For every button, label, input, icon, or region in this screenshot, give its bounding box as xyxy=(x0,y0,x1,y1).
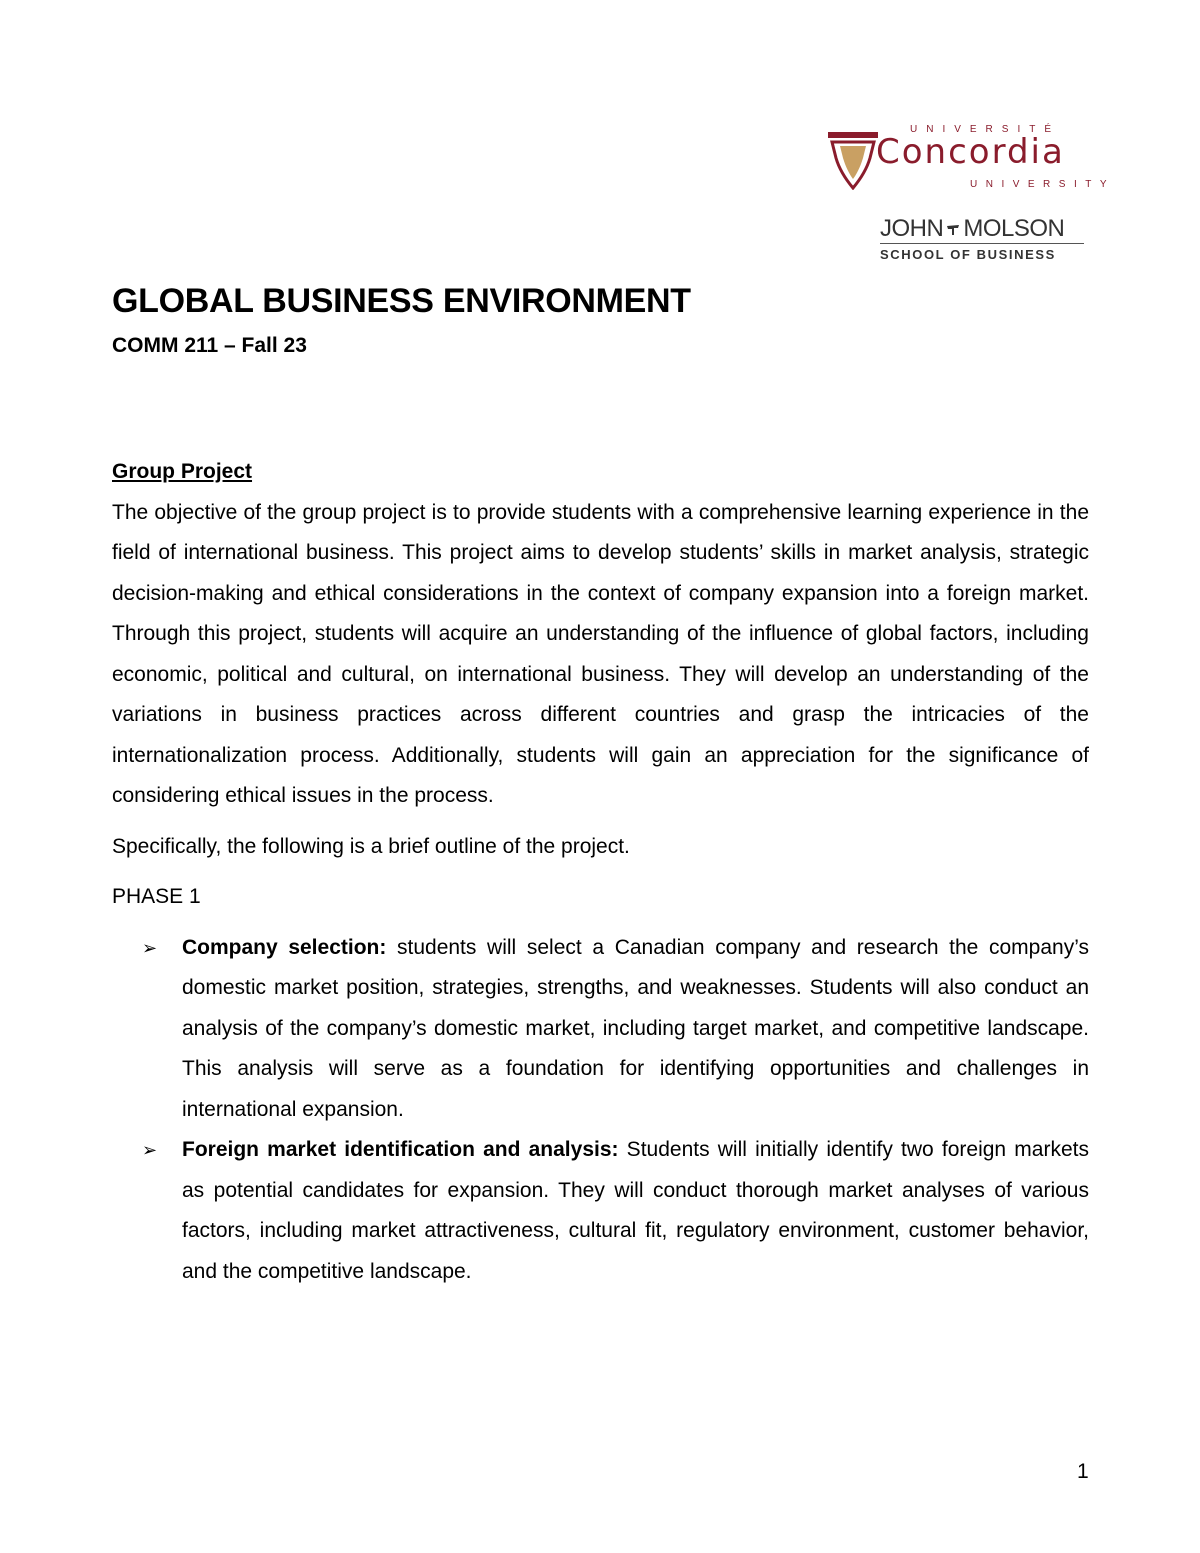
bullet-text: Students will initially identify two foreign markets as potential candidates for expansion. They will conduct thorough market analyses of various factors, including market attractiveness, cultural fit, regulatory environment, customer behavior, and the competitive landscape. xyxy=(182,1138,1089,1283)
bullet-lead: Company selection: xyxy=(182,935,387,959)
course-subtitle: COMM 211 – Fall 23 xyxy=(112,334,307,357)
flag-icon xyxy=(946,224,960,236)
molson-label: MOLSON xyxy=(963,215,1065,242)
page-number: 1 xyxy=(1077,1460,1089,1483)
concordia-wordmark: Concordia xyxy=(876,132,1065,172)
arrow-bullet-icon: ➢ xyxy=(142,937,158,958)
university-en-label: UNIVERSITY xyxy=(970,179,1116,190)
section-heading: Group Project xyxy=(112,460,253,483)
arrow-bullet-icon: ➢ xyxy=(142,1140,158,1160)
intro-paragraph: The objective of the group project is to provide students with a comprehensive learning experience in the field of international business. This project aims to develop students’ skills in market analysis, strategic decision-making and ethical considerations in the context of company expansion into a foreign market. Through this project, students will acquire an understanding of the influence of global factors, including economic, political and cultural, on international business. They will develop an understanding of the variations in business practices across different countries and grasp the intricacies of the internationalization process. Additionally, students will gain an appreciation for the significance of considering ethical issues in the process. xyxy=(112,500,1089,807)
university-fr-label: UNIVERSITÉ xyxy=(910,124,1061,135)
concordia-shield-icon xyxy=(826,124,880,190)
document-title: GLOBAL BUSINESS ENVIRONMENT xyxy=(112,282,691,320)
school-of-business-label: SCHOOL OF BUSINESS xyxy=(880,247,1056,262)
bullet-list xyxy=(112,928,1089,1293)
logo-divider xyxy=(880,243,1084,244)
bullet-text: students will select a Canadian company and research the company’s domestic market position, strategies, strengths, and weaknesses. Students will also conduct an analysis of the company’s domestic market, including target market, and competitive landscape. This analysis will serve as a foundation for identifying opportunities and challenges in international expansion. xyxy=(182,935,1089,1121)
phase-heading: PHASE 1 xyxy=(112,885,201,908)
university-logo xyxy=(820,118,1116,268)
john-label: JOHN xyxy=(880,215,944,242)
john-molson-wordmark xyxy=(880,215,1064,243)
outline-paragraph: Specifically, the following is a brief outline of the project. xyxy=(112,834,630,858)
list-item xyxy=(112,1130,1089,1292)
list-item xyxy=(112,928,1089,1131)
bullet-lead: Foreign market identification and analysis: xyxy=(182,1138,619,1161)
document-body xyxy=(112,452,1089,1292)
